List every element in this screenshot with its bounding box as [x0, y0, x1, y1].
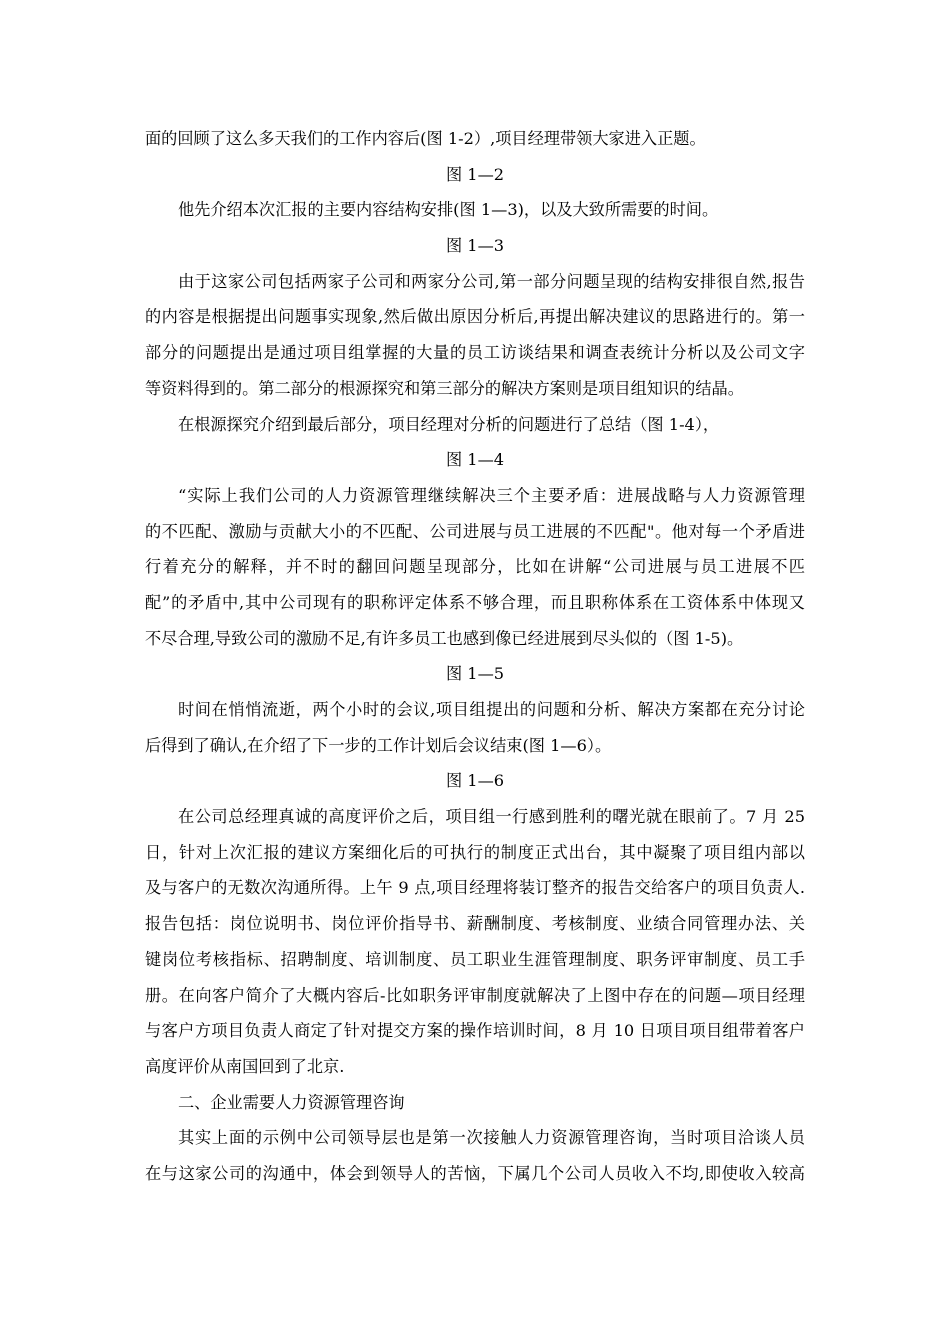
text-line: 及与客户的无数次沟通所得。上午 9 点,项目经理将装订整齐的报告交给客户的项目负责人. [145, 878, 805, 898]
figure-caption: 图 1—3 [445, 236, 505, 256]
section-heading: 二、企业需要人力资源管理咨询 [178, 1092, 405, 1112]
figure-caption: 图 1—4 [445, 450, 505, 470]
text-line: 行着充分的解释，并不时的翻回问题呈现部分，比如在讲解“公司进展与员工进展不匹 [145, 557, 805, 577]
figure-caption: 图 1—6 [445, 771, 505, 791]
text-line: 与客户方项目负责人商定了针对提交方案的操作培训时间，8 月 10 日项目项目组带着客户 [145, 1021, 805, 1041]
text-line: 时间在悄悄流逝，两个小时的会议,项目组提出的问题和分析、解决方案都在充分讨论 [178, 700, 805, 719]
text-line: 由于这家公司包括两家子公司和两家分公司,第一部分问题呈现的结构安排很自然,报告 [178, 271, 805, 291]
figure-caption: 图 1—2 [445, 164, 505, 184]
text-line: 部分的问题提出是通过项目组掌握的大量的员工访谈结果和调查表统计分析以及公司文字 [145, 343, 805, 363]
text-line: 日，针对上次汇报的建议方案细化后的可执行的制度正式出台，其中凝聚了项目组内部以 [145, 842, 805, 862]
text-line: 在根源探究介绍到最后部分，项目经理对分析的问题进行了总结（图 1-4）， [178, 414, 720, 434]
text-line: 他先介绍本次汇报的主要内容结构安排(图 1—3)，以及大致所需要的时间。 [178, 200, 719, 220]
text-line: 的内容是根据提出问题事实现象,然后做出原因分析后,再提出解决建议的思路进行的。第一 [145, 307, 805, 327]
text-line: 在与这家公司的沟通中，体会到领导人的苦恼，下属几个公司人员收入不均,即使收入较高 [145, 1163, 805, 1183]
text-line: 配”的矛盾中,其中公司现有的职称评定体系不够合理，而且职称体系在工资体系中体现又 [145, 592, 805, 612]
text-line: 高度评价从南国回到了北京. [145, 1056, 345, 1076]
document-body [145, 121, 805, 1192]
text-line: 的不匹配、激励与贡献大小的不匹配、公司进展与员工进展的不匹配"。他对每一个矛盾进 [145, 521, 805, 541]
text-line: 面的回顾了这么多天我们的工作内容后(图 1-2）,项目经理带领大家进入正题。 [145, 129, 706, 148]
text-line: 键岗位考核指标、招聘制度、培训制度、员工职业生涯管理制度、职务评审制度、员工手 [145, 949, 805, 969]
figure-caption: 图 1—5 [445, 664, 505, 684]
text-line: 其实上面的示例中公司领导层也是第一次接触人力资源管理咨询，当时项目洽谈人员 [178, 1128, 805, 1148]
text-line: 册。在向客户简介了大概内容后-比如职务评审制度就解决了上图中存在的问题—项目经理 [145, 985, 805, 1005]
text-line: 不尽合理,导致公司的激励不足,有许多员工也感到像已经进展到尽头似的（图 1-5)。 [145, 628, 744, 648]
text-line: 报告包括：岗位说明书、岗位评价指导书、薪酬制度、考核制度、业绩合同管理办法、关 [145, 914, 805, 934]
text-line: “实际上我们公司的人力资源管理继续解决三个主要矛盾：进展战略与人力资源管理 [178, 485, 805, 505]
text-line: 后得到了确认,在介绍了下一步的工作计划后会议结束(图 1—6）。 [145, 735, 612, 755]
text-line: 等资料得到的。第二部分的根源探究和第三部分的解决方案则是项目组知识的结晶。 [145, 378, 744, 398]
text-line: 在公司总经理真诚的高度评价之后，项目组一行感到胜利的曙光就在眼前了。7 月 25 [178, 807, 805, 827]
